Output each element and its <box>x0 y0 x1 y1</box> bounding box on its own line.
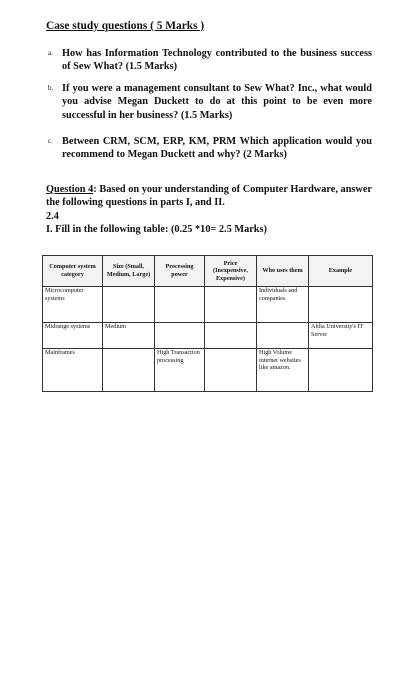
table-cell: Ahlia University's IT Server <box>309 323 373 349</box>
table-cell <box>257 323 309 349</box>
table-cell: High Transaction processing <box>155 349 205 392</box>
question-text: Between CRM, SCM, ERP, KM, PRM Which application would you recommend to Megan Duckett and why? (2 Marks) <box>62 136 372 161</box>
table-cell <box>155 287 205 323</box>
question-letter: c. <box>48 137 53 145</box>
table-row <box>43 349 373 392</box>
table-row <box>43 323 373 349</box>
table-cell <box>205 323 257 349</box>
question-4-text: : Based on your understanding of Computer Hardware, answer the following questions in parts I, and II. <box>46 184 373 209</box>
question-a <box>48 47 372 74</box>
question-4-number: 2.4 <box>46 210 59 222</box>
header-who-uses: Who uses them <box>257 256 309 287</box>
table-cell: Individuals and companies <box>257 287 309 323</box>
question-4 <box>46 183 372 237</box>
table-cell: High Volume internet websites like amazon. <box>257 349 309 392</box>
question-b <box>48 82 372 122</box>
question-letter: b. <box>48 84 54 92</box>
table-cell <box>309 349 373 392</box>
table-cell: Microcomputer systems <box>43 287 103 323</box>
table-header-row <box>43 256 373 287</box>
question-text: How has Information Technology contributed to the business success of Sew What? (1.5 Marks) <box>62 48 372 73</box>
header-processing: Processing power <box>155 256 205 287</box>
question-text: If you were a management consultant to Sew What? Inc., what would you advise Megan Duckett to do at this point to be even more successful in her business? (1.5 Marks) <box>62 83 372 121</box>
header-category: Computer system category <box>43 256 103 287</box>
table-cell <box>205 349 257 392</box>
table-cell <box>309 287 373 323</box>
header-price: Price (Inexpensive, Expensive) <box>205 256 257 287</box>
table-cell <box>103 287 155 323</box>
question-4-label: Question 4 <box>46 184 94 195</box>
table-cell <box>103 349 155 392</box>
section-heading: Case study questions ( 5 Marks ) <box>46 20 205 32</box>
table-cell: Medium <box>103 323 155 349</box>
table-cell <box>205 287 257 323</box>
hardware-table <box>42 255 373 392</box>
header-example: Example <box>309 256 373 287</box>
question-letter: a. <box>48 49 53 57</box>
question-4-part-1: I. Fill in the following table: (0.25 *10= 2.5 Marks) <box>46 224 267 236</box>
question-c <box>48 135 372 162</box>
table-cell: Mainframes <box>43 349 103 392</box>
table-cell: Midrange systems <box>43 323 103 349</box>
table-cell <box>155 323 205 349</box>
header-size: Size (Small, Medium, Large) <box>103 256 155 287</box>
table-row <box>43 287 373 323</box>
